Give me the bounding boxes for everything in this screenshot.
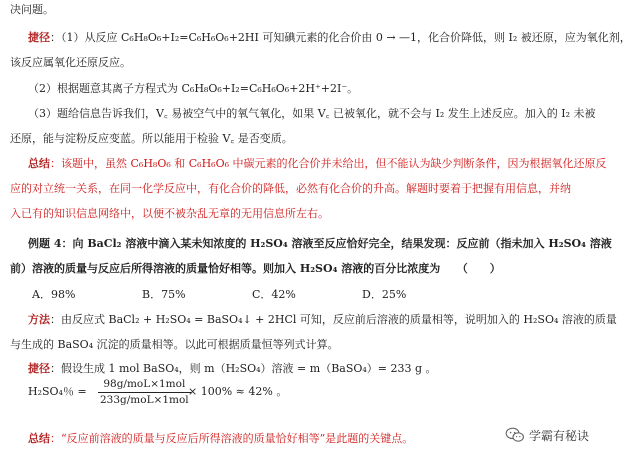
summary-1-line-b: 应的对立统一关系，在同一化学反应中，有化合价的降低，必然有化合价的升高。解题时要着于把握有用信息，并纳 xyxy=(10,182,571,195)
shortcut-line-1 xyxy=(28,31,631,45)
option-b: B．75% xyxy=(142,288,186,301)
shortcut-text: ：（1）从反应 C₆H₈O₆+I₂=C₆H₆O₆+2HI 可知碘元素的化合价由 0 → —1，化合价降低，则 I₂ 被还原，应为氧化剂， xyxy=(50,31,631,44)
option-a: A．98% xyxy=(32,288,76,301)
method-line-b: 与生成的 BaSO₄ 沉淀的质量相等。以此可根据质量恒等列式计算。 xyxy=(10,338,339,351)
step-2-line: （2）根据题意其离子方程式为 C₆H₈O₆+I₂=C₆H₆O₆+2H⁺+2I⁻。 xyxy=(28,82,359,95)
line-intro: 决问题。 xyxy=(10,3,54,16)
method-line-a xyxy=(28,313,617,327)
summary-2-label: 总结 xyxy=(28,432,50,445)
step-3-line: （3）题给信息告诉我们，V꜀ 易被空气中的氧气氧化，如果 V꜀ 已被氧化，就不会与 I₂ 发生上述反应。加入的 I₂ 未被 xyxy=(28,107,596,120)
calc-right: × 100% ≈ 42% 。 xyxy=(188,385,288,398)
watermark xyxy=(505,424,589,446)
summary-2-line xyxy=(28,432,413,446)
example-4-line-a: 例题 4：向 BaCl₂ 溶液中滴入某未知浓度的 H₂SO₄ 溶液至反应恰好完全，结果发现：反应前（指未加入 H₂SO₄ 溶液 xyxy=(28,237,612,250)
summary-text-a: ：该题中，虽然 C₆H₈O₆ 和 C₆H₆O₆ 中碳元素的化合价并未给出，但不能认为缺少判断条件，因为根据氧化还原反 xyxy=(50,157,607,170)
summary-1-line-c: 入已有的知识信息网络中，以便不被杂乱无章的无用信息所左右。 xyxy=(10,207,329,220)
fraction-bar xyxy=(98,392,191,393)
step-3-line-cont: 还原，能与淀粉反应变蓝。所以能用于检验 V꜀ 是否变质。 xyxy=(10,132,293,145)
wechat-icon xyxy=(505,427,525,443)
summary-2-text: ：“反应前溶液的质量与反应后所得溶液的质量恰好相等”是此题的关键点。 xyxy=(50,432,414,445)
calc-denominator: 233g/moL×1mol xyxy=(100,394,189,406)
watermark-text: 学霸有秘诀 xyxy=(529,428,590,443)
calc-fraction xyxy=(98,378,191,407)
shortcut-label: 捷径 xyxy=(28,31,50,44)
option-d: D．25% xyxy=(362,288,407,301)
calc-numerator: 98g/moL×1mol xyxy=(103,378,186,390)
example-4-line-b: 前）溶液的质量与反应后所得溶液的质量恰好相等。则加入 H₂SO₄ 溶液的百分比浓度为 （ ） xyxy=(10,262,501,275)
shortcut-2-label: 捷径 xyxy=(28,362,50,375)
option-c: C．42% xyxy=(252,288,296,301)
calc-left: H₂SO₄％ = xyxy=(28,385,87,398)
shortcut-2-text: ：假设生成 1 mol BaSO₄，则 m（H₂SO₄）溶液 = m（BaSO₄）= 233 g 。 xyxy=(50,362,437,375)
method-label: 方法 xyxy=(28,313,50,326)
method-text-a: ：由反应式 BaCl₂ + H₂SO₄ = BaSO₄↓ + 2HCl 可知，反应前后溶液的质量相等，说明加入的 H₂SO₄ 溶液的质量 xyxy=(50,313,617,326)
shortcut-2-line xyxy=(28,362,437,376)
shortcut-line-1-cont: 该反应属氧化还原反应。 xyxy=(10,56,131,69)
summary-label: 总结 xyxy=(28,157,50,170)
summary-1-line-a xyxy=(28,157,607,171)
